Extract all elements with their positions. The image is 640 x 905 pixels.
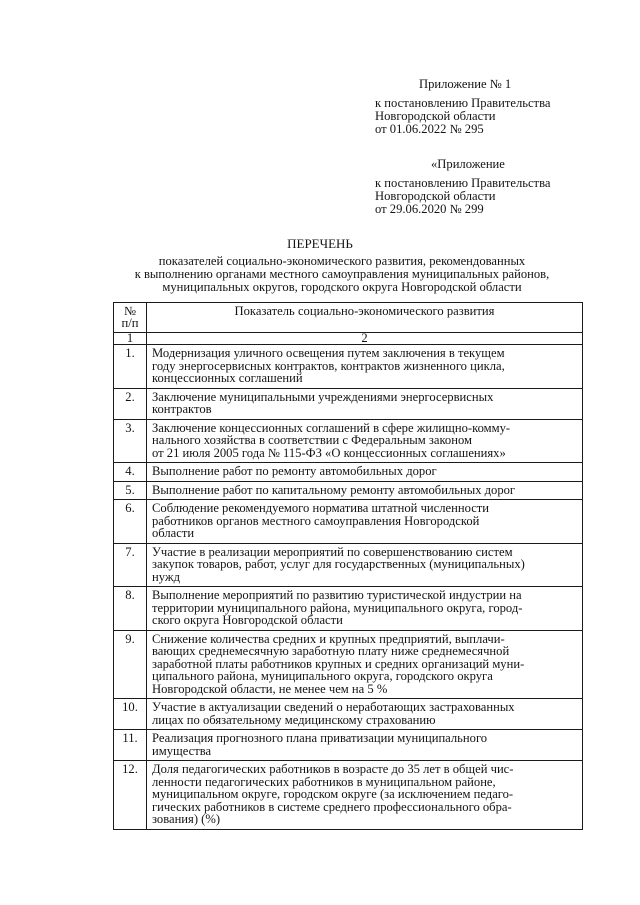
row-number: 10. bbox=[114, 699, 147, 730]
indicator-line: от 21 июля 2005 года № 115-ФЗ «О концессионных соглашениях» bbox=[152, 445, 506, 460]
row-number: 6. bbox=[114, 500, 147, 544]
appendix-current-line: от 01.06.2022 № 295 bbox=[375, 122, 484, 136]
appendix-current-line: Новгородской области bbox=[375, 109, 496, 123]
indicator-line: закупок товаров, работ, услуг для государственных (муниципальных) bbox=[152, 557, 525, 571]
indicator-line: Новгородской области, не менее чем на 5 % bbox=[152, 681, 388, 696]
column-index-2: 2 bbox=[147, 333, 583, 345]
row-number: 11. bbox=[114, 730, 147, 761]
subtitle-line: к выполнению органами местного самоуправления муниципальных районов, bbox=[134, 267, 550, 281]
row-number: 12. bbox=[114, 761, 147, 830]
indicator-line: муниципальном округе, городском округе (за исключением педаго- bbox=[152, 787, 514, 801]
row-indicator-text bbox=[147, 543, 583, 587]
row-indicator-text bbox=[147, 345, 583, 389]
appendix-current-title: Приложение № 1 bbox=[419, 77, 512, 91]
row-number: 1. bbox=[114, 345, 147, 389]
appendix-original-line: Новгородской области bbox=[375, 189, 496, 203]
table-header-row bbox=[114, 303, 583, 333]
indicator-line: гических работников в системе среднего профессионального обра- bbox=[152, 799, 512, 814]
appendix-original-line: к постановлению Правительства bbox=[375, 176, 551, 190]
indicator-line: Реализация прогнозного плана приватизации муниципального bbox=[152, 731, 488, 745]
document-subtitle bbox=[96, 255, 588, 294]
row-indicator-text bbox=[147, 500, 583, 544]
row-indicator-text bbox=[147, 761, 583, 830]
indicators-table bbox=[113, 302, 583, 830]
indicator-line: вающих среднемесячную заработную плату ниже среднемесячной bbox=[152, 644, 510, 658]
indicator-line: нального хозяйства в соответствии с Федеральным законом bbox=[152, 433, 472, 447]
indicator-line: нужд bbox=[152, 569, 180, 584]
table-row bbox=[114, 500, 583, 544]
indicator-line: Участие в актуализации сведений о неработающих застрахованных bbox=[152, 700, 515, 714]
table-row bbox=[114, 630, 583, 699]
table-body bbox=[114, 345, 583, 830]
indicator-line: Выполнение работ по капитальному ремонту автомобильных дорог bbox=[152, 482, 516, 497]
appendix-original-block bbox=[375, 158, 550, 216]
indicator-line: зования) (%) bbox=[152, 812, 221, 826]
table-row bbox=[114, 587, 583, 631]
column-index-row bbox=[114, 333, 583, 345]
indicator-line: Участие в реализации мероприятий по совершенствованию систем bbox=[152, 544, 513, 559]
indicator-line: заработной платы работников крупных и средних организаций муни- bbox=[152, 656, 525, 671]
row-number: 8. bbox=[114, 587, 147, 631]
row-indicator-text bbox=[147, 730, 583, 761]
subtitle-line: показателей социально-экономического развития, рекомендованных bbox=[158, 254, 526, 268]
table-row bbox=[114, 730, 583, 761]
row-number: 3. bbox=[114, 419, 147, 463]
header-number-sign: № bbox=[123, 304, 137, 318]
table-row bbox=[114, 388, 583, 419]
indicator-line: ского округа Новгородской области bbox=[152, 613, 343, 627]
header-number-abbr: п/п bbox=[121, 316, 139, 330]
indicator-line: Снижение количества средних и крупных предприятий, выплачи- bbox=[152, 631, 505, 646]
document-heading: ПЕРЕЧЕНЬ bbox=[287, 236, 353, 251]
row-number: 2. bbox=[114, 388, 147, 419]
indicator-line: Выполнение мероприятий по развитию туристической индустрии на bbox=[152, 588, 522, 602]
row-number: 4. bbox=[114, 463, 147, 482]
row-number: 9. bbox=[114, 630, 147, 699]
column-header-number bbox=[114, 303, 147, 333]
row-indicator-text bbox=[147, 587, 583, 631]
appendix-original-title: «Приложение bbox=[431, 157, 505, 171]
indicator-line: лицах по обязательному медицинскому страхованию bbox=[152, 712, 436, 727]
table-row bbox=[114, 481, 583, 500]
indicator-line: ципального района, муниципального округа, городского округа bbox=[152, 669, 493, 683]
indicator-line: концессионных соглашений bbox=[152, 371, 303, 385]
table-row bbox=[114, 543, 583, 587]
row-indicator-text bbox=[147, 481, 583, 500]
table-row bbox=[114, 419, 583, 463]
indicator-line: Соблюдение рекомендуемого норматива штатной численности bbox=[152, 501, 490, 515]
row-number: 5. bbox=[114, 481, 147, 500]
row-indicator-text bbox=[147, 388, 583, 419]
indicator-line: Заключение концессионных соглашений в сфере жилищно-комму- bbox=[152, 420, 511, 435]
indicator-line: контрактов bbox=[152, 402, 212, 416]
row-indicator-text bbox=[147, 630, 583, 699]
indicator-line: Выполнение работ по ремонту автомобильных дорог bbox=[152, 464, 437, 478]
indicator-line: году энергосервисных контрактов, контрактов жизненного цикла, bbox=[152, 358, 505, 373]
indicator-line: имущества bbox=[152, 743, 212, 758]
indicator-line: Заключение муниципальными учреждениями энергосервисных bbox=[152, 389, 494, 404]
indicator-line: области bbox=[152, 526, 195, 540]
appendix-current-line: к постановлению Правительства bbox=[375, 96, 551, 110]
indicator-line: работников органов местного самоуправления Новгородской bbox=[152, 513, 480, 528]
indicator-line: Доля педагогических работников в возрасте до 35 лет в общей чис- bbox=[152, 762, 514, 776]
table-row bbox=[114, 761, 583, 830]
appendix-original-line: от 29.06.2020 № 299 bbox=[375, 202, 484, 216]
subtitle-line: муниципальных округов, городского округа Новгородской области bbox=[162, 280, 522, 294]
table-row bbox=[114, 699, 583, 730]
indicator-line: территории муниципального района, муниципального округа, город- bbox=[152, 600, 523, 615]
column-index-1: 1 bbox=[114, 333, 147, 345]
row-indicator-text bbox=[147, 699, 583, 730]
table-row bbox=[114, 345, 583, 389]
column-header-indicator: Показатель социально-экономического развития bbox=[147, 303, 583, 333]
row-indicator-text bbox=[147, 419, 583, 463]
row-indicator-text bbox=[147, 463, 583, 482]
row-number: 7. bbox=[114, 543, 147, 587]
table-row bbox=[114, 463, 583, 482]
indicator-line: Модернизация уличного освещения путем заключения в текущем bbox=[152, 346, 505, 360]
appendix-current-block bbox=[375, 78, 550, 136]
indicator-line: ленности педагогических работников в муниципальном районе, bbox=[152, 774, 496, 789]
